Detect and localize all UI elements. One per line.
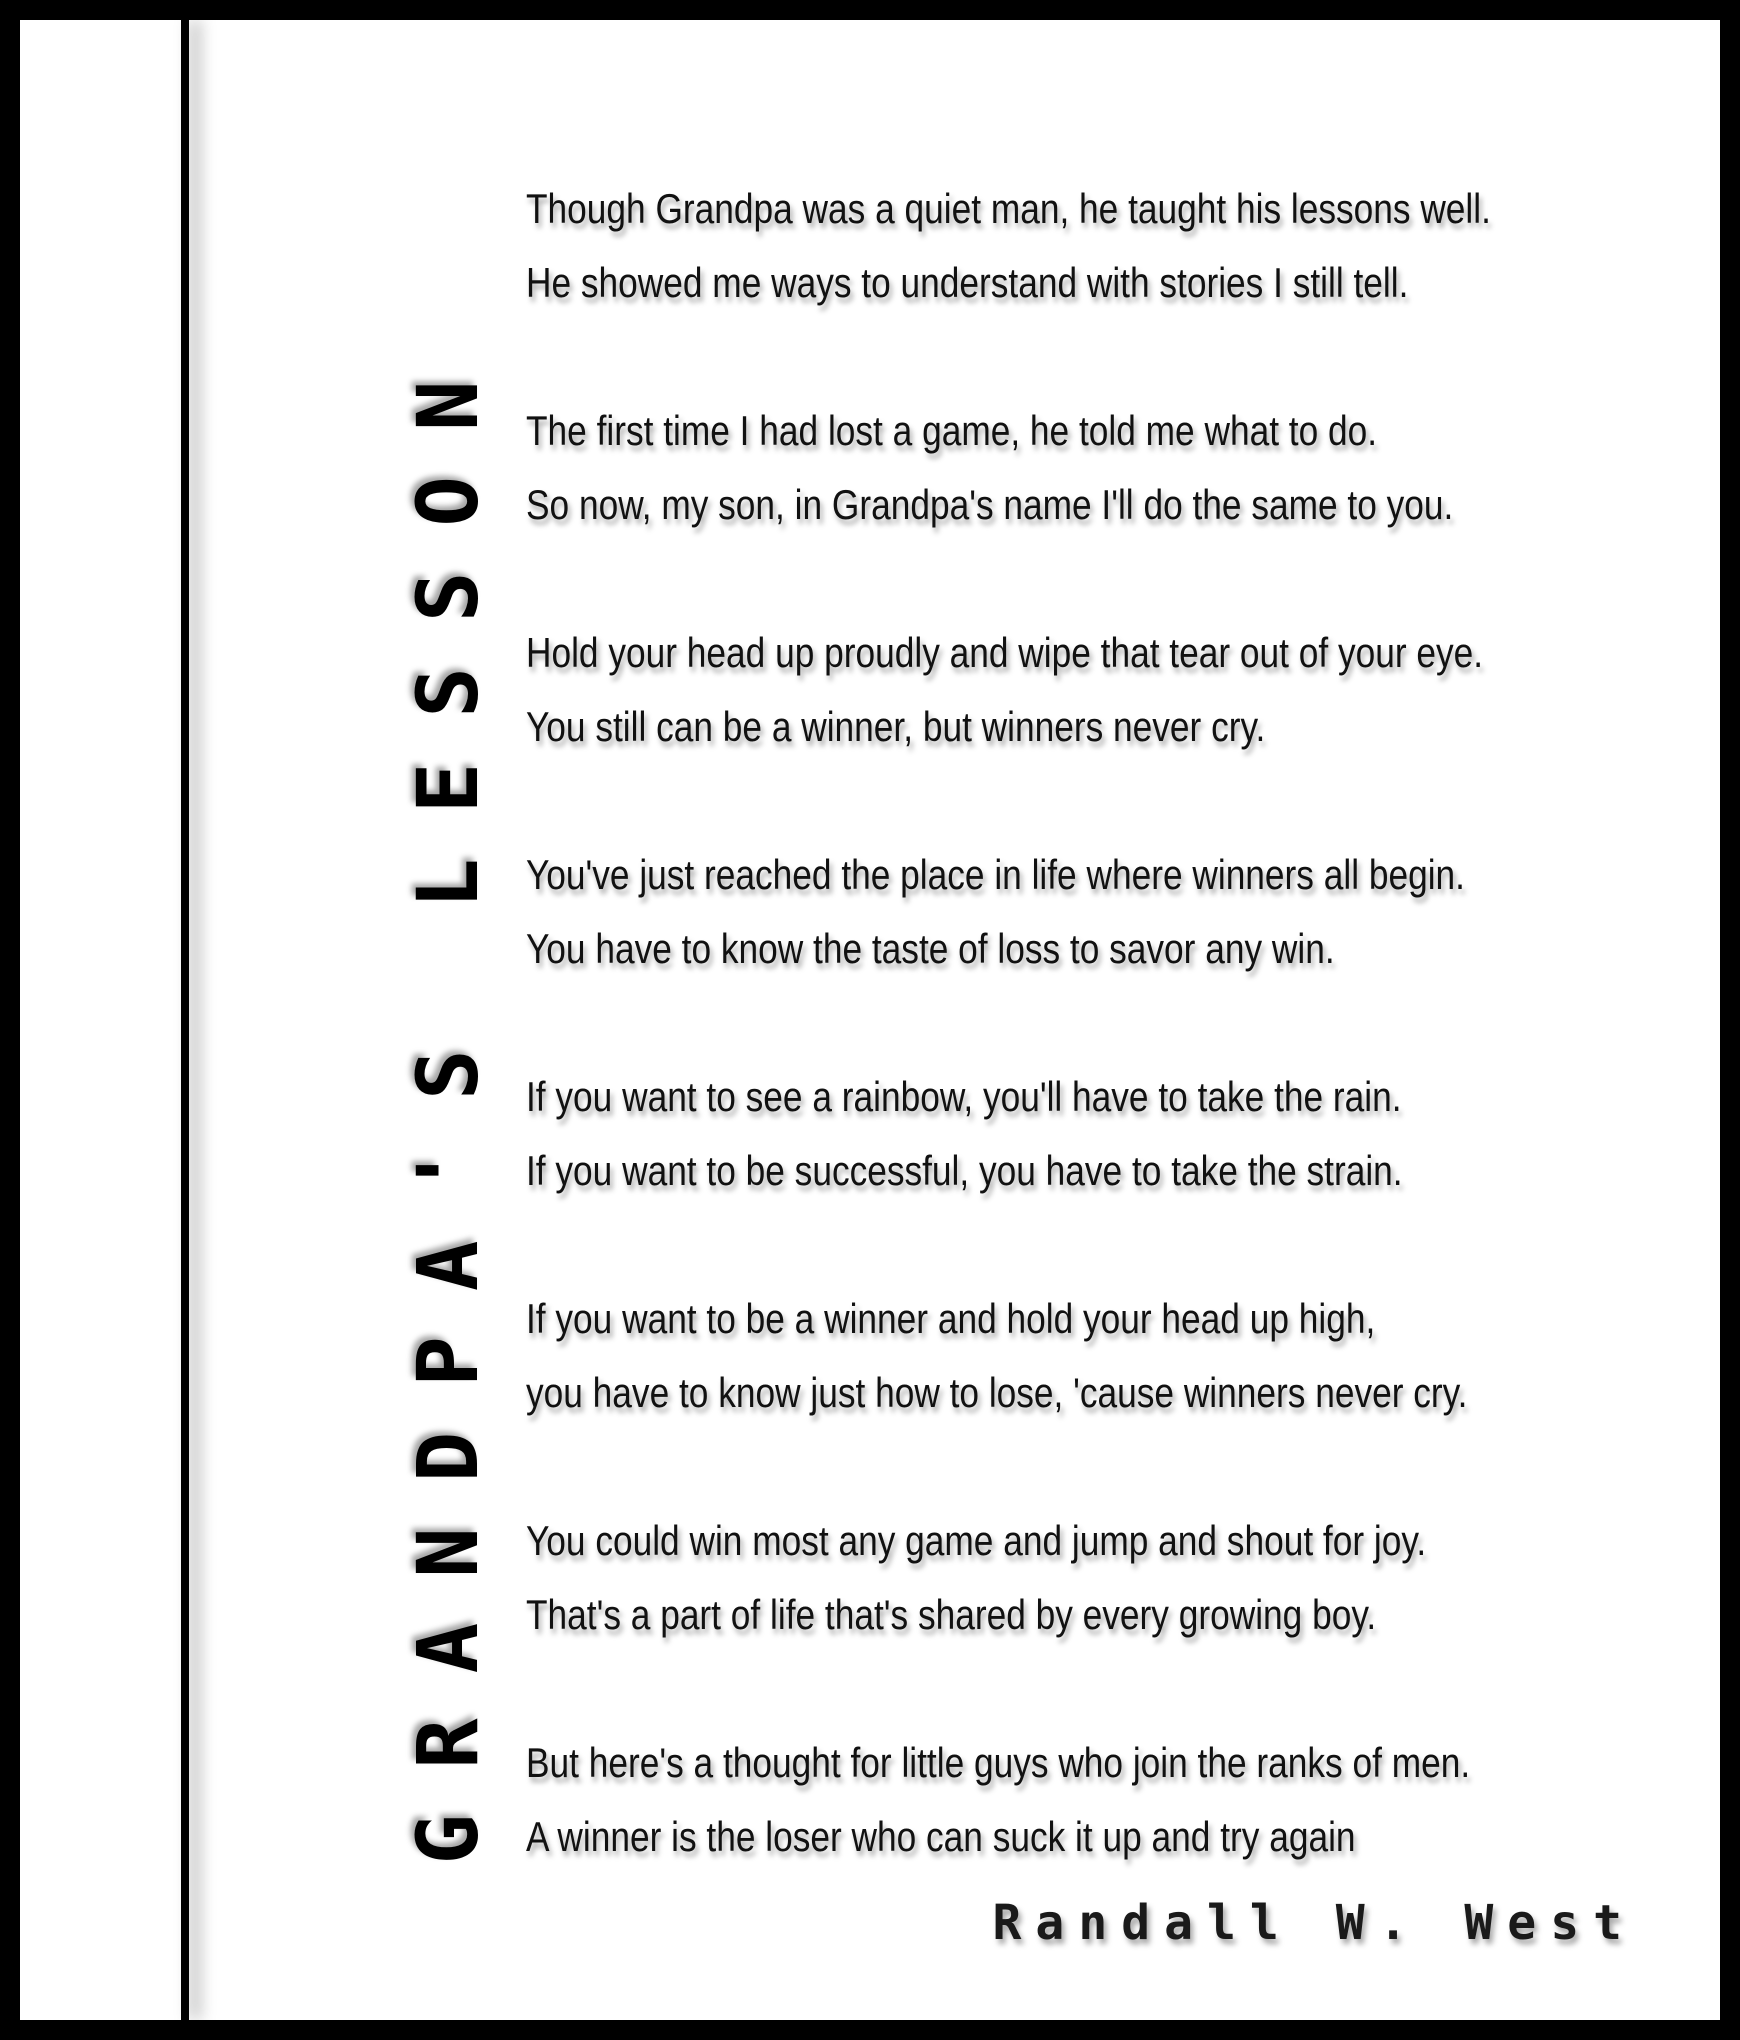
poem-line: You've just reached the place in life where winners all begin. (526, 851, 1465, 898)
poem-line: So now, my son, in Grandpa's name I'll do the same to you. (526, 481, 1454, 528)
poem-line: You have to know the taste of loss to savor any win. (526, 925, 1335, 972)
poem-line: He showed me ways to understand with stories I still tell. (526, 259, 1409, 306)
vertical-divider (181, 20, 189, 2020)
poem-line: You still can be a winner, but winners never cry. (526, 703, 1266, 750)
stanza-3 (526, 616, 1676, 764)
stanza-6 (526, 1282, 1676, 1430)
stanza-8 (526, 1726, 1676, 1874)
stanza-2 (526, 394, 1676, 542)
poem-line: A winner is the loser who can suck it up and try again (526, 1813, 1356, 1860)
author-signature: Randall W. West (992, 1895, 1636, 1951)
poem-body (526, 172, 1676, 1948)
poem-line: You could win most any game and jump and shout for joy. (526, 1517, 1427, 1564)
stanza-5 (526, 1060, 1676, 1208)
poem-line: Though Grandpa was a quiet man, he taught his lessons well. (526, 185, 1491, 232)
poem-line: If you want to be successful, you have to take the strain. (526, 1147, 1403, 1194)
stanza-7 (526, 1504, 1676, 1652)
poem-line: you have to know just how to lose, 'cause winners never cry. (526, 1369, 1468, 1416)
poem-line: But here's a thought for little guys who join the ranks of men. (526, 1739, 1471, 1786)
poem-line: If you want to be a winner and hold your head up high, (526, 1295, 1376, 1342)
poem-line: If you want to see a rainbow, you'll have to take the rain. (526, 1073, 1402, 1120)
poem-line: The first time I had lost a game, he told me what to do. (526, 407, 1378, 454)
poem-title: GRANDPA'S LESSON (399, 335, 497, 1865)
stanza-1 (526, 172, 1676, 320)
poem-line: That's a part of life that's shared by every growing boy. (526, 1591, 1377, 1638)
stanza-4 (526, 838, 1676, 986)
poem-line: Hold your head up proudly and wipe that tear out of your eye. (526, 629, 1484, 676)
